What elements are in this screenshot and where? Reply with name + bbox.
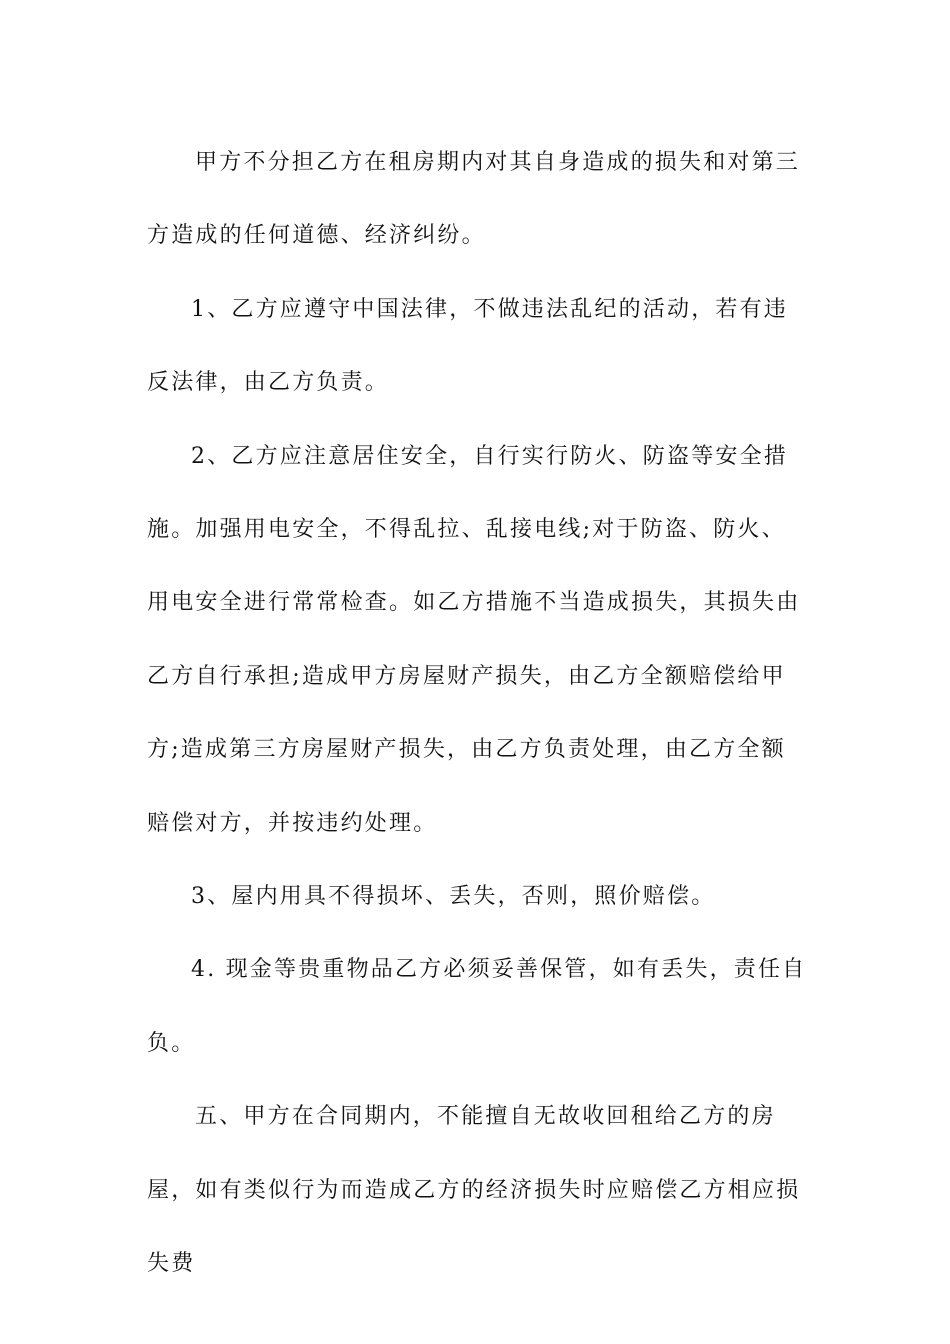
paragraph-section-5: 五、甲方在合同期内，不能擅自无故收回租给乙方的房屋，如有类似行为而造成乙方的经济损失时应赔偿乙方相应损失费 [147,1104,801,1277]
document-page [147,126,807,1301]
paragraph-liability-disclaimer: 甲方不分担乙方在租房期内对其自身造成的损失和对第三方造成的任何道德、经济纠纷。 [147,150,801,249]
paragraph-clause-3: 3、屋内用具不得损坏、丢失，否则，照价赔偿。 [191,884,716,910]
paragraph-clause-4: 4. 现金等贵重物品乙方必须妥善保管，如有丢失，责任自负。 [147,957,807,1056]
paragraph-clause-2: 2、乙方应注意居住安全，自行实行防火、防盗等安全措施。加强用电安全，不得乱拉、乱接电线;对于防盗、防火、用电安全进行常常检查。如乙方措施不当造成损失，其损失由乙方自行承担;造成甲方房屋财产损失，由乙方全额赔偿给甲方;造成第三方房屋财产损失，由乙方负责处理，由乙方全额赔偿对方，并按违约处理。 [147,443,801,836]
paragraph-clause-1: 1、乙方应遵守中国法律，不做违法乱纪的活动，若有违反法律，由乙方负责。 [147,296,788,396]
